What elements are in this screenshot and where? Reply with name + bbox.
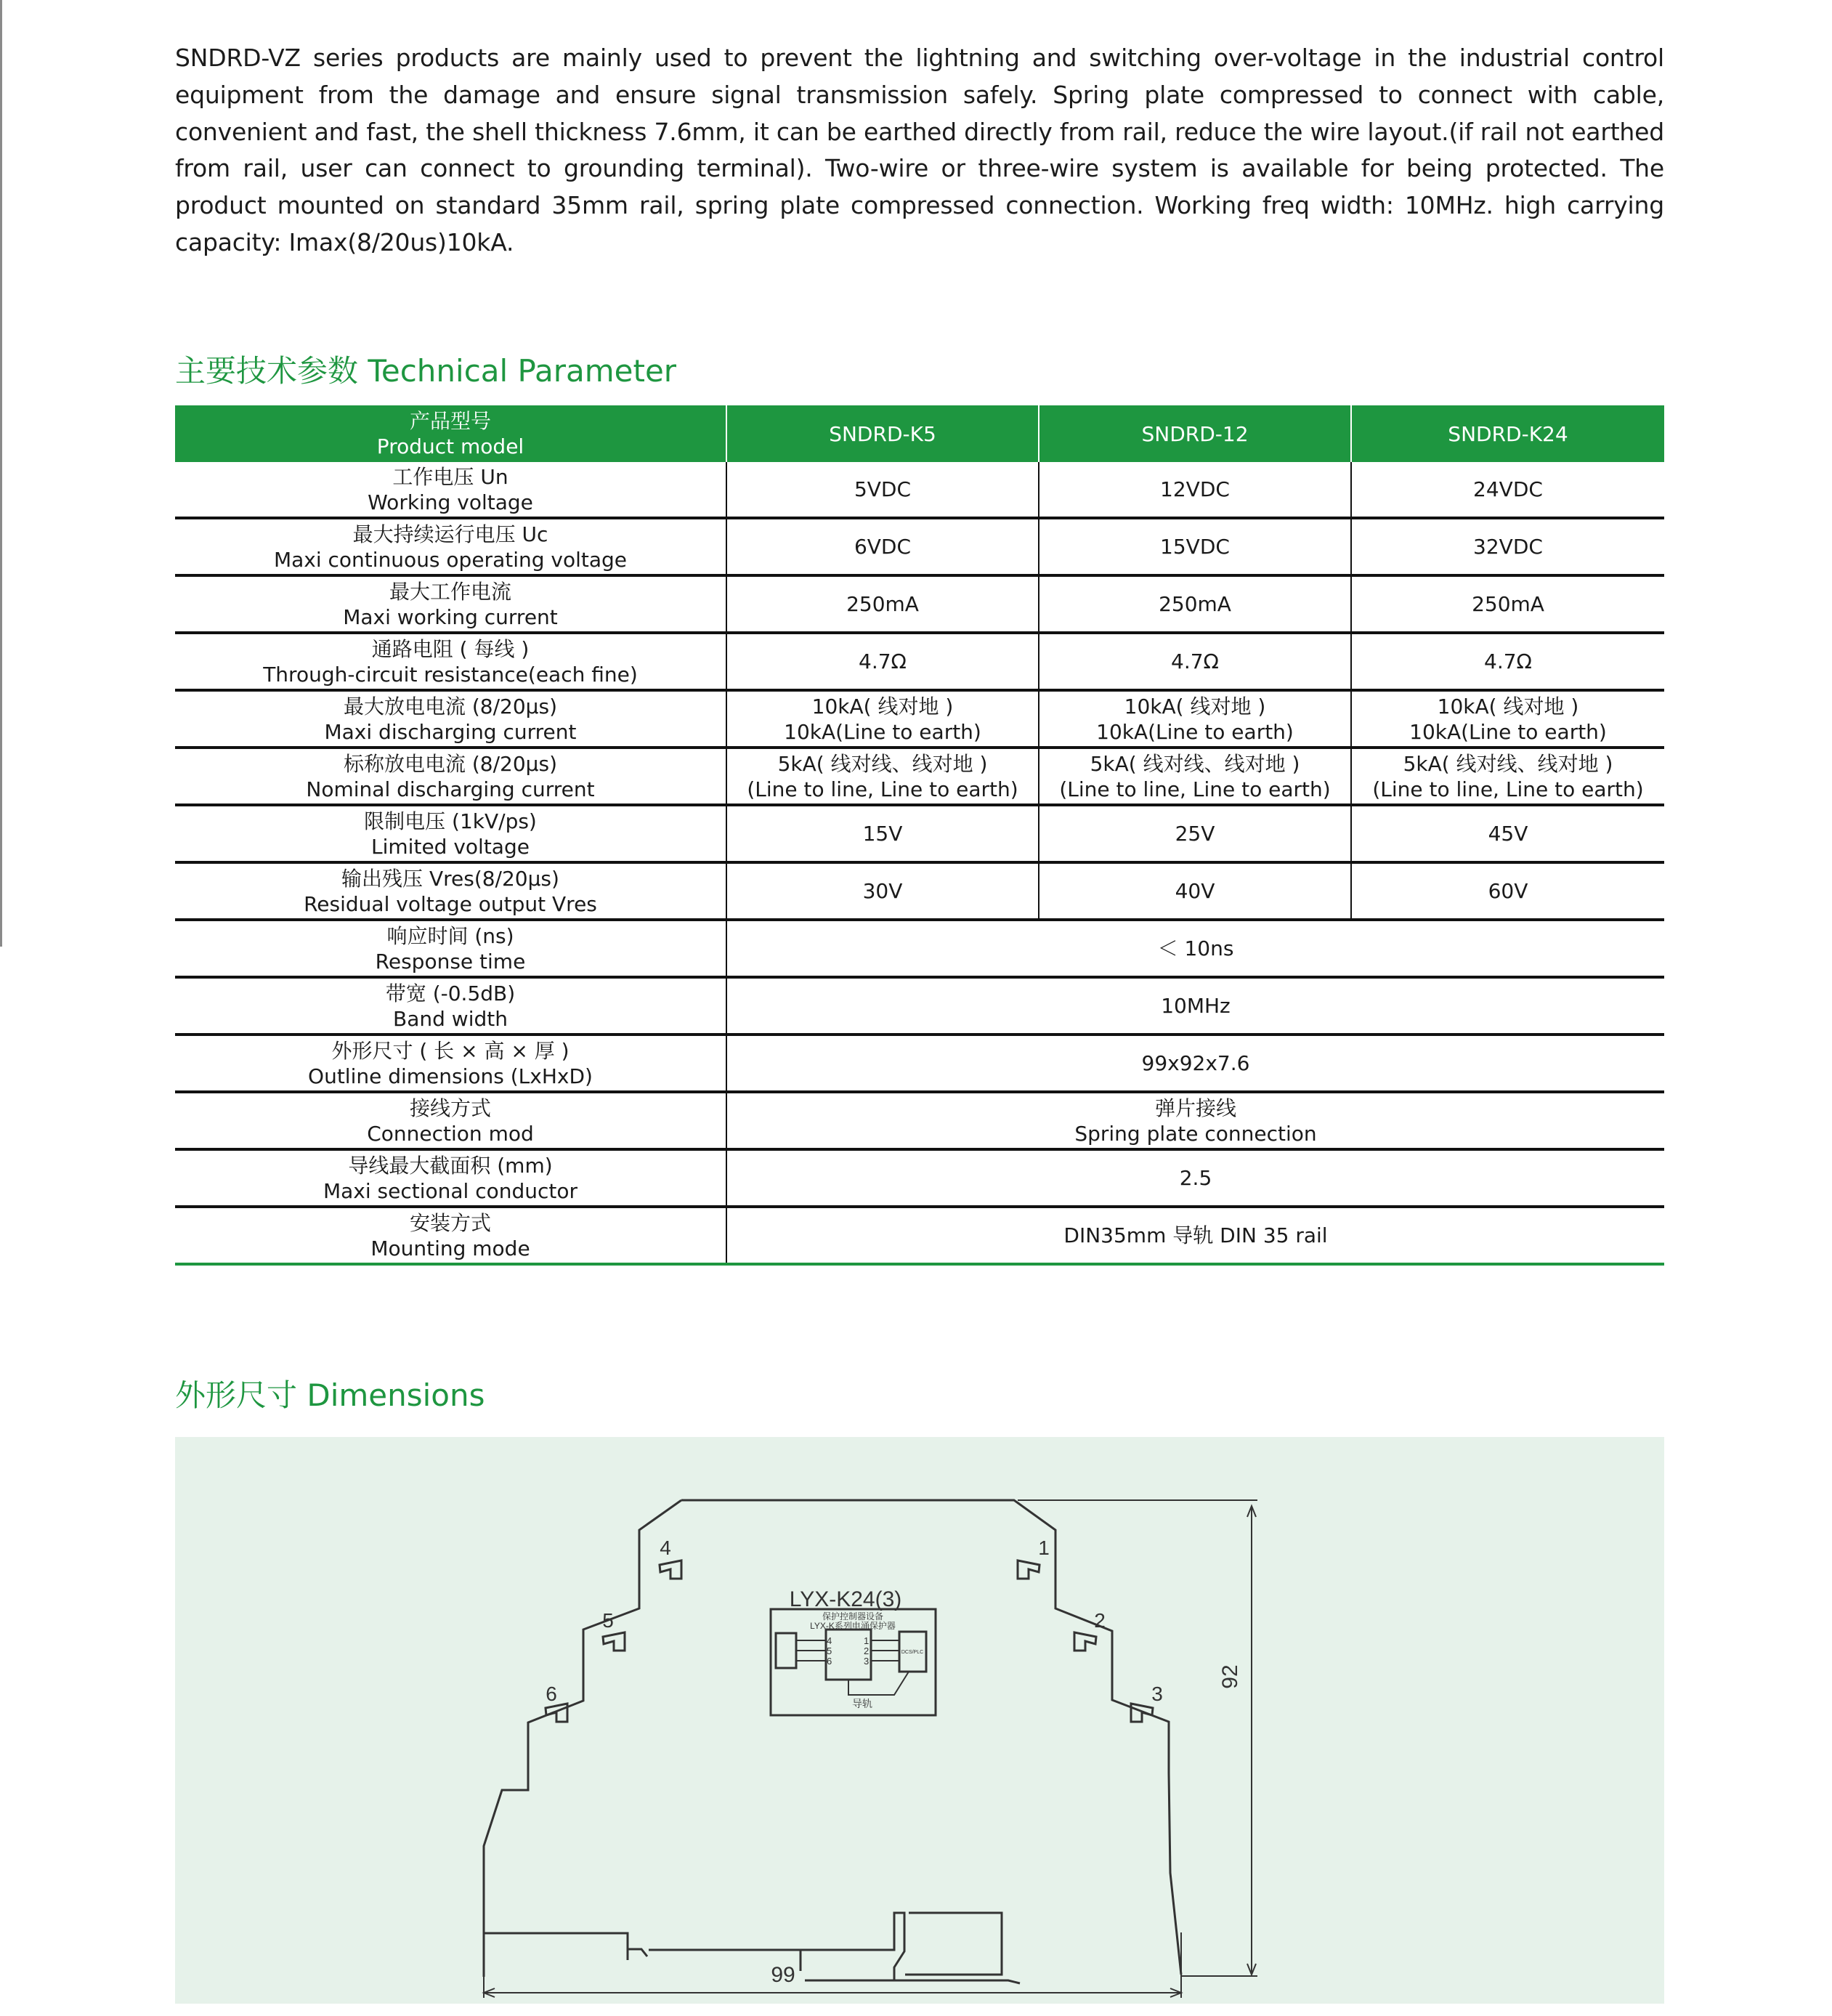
parameter-value-line: 30V xyxy=(862,879,903,903)
parameter-name-cn: 限制电压 (1kV/ps) xyxy=(364,809,537,833)
inner-pin-1: 1 xyxy=(864,1635,870,1646)
page-edge-rule xyxy=(0,0,2,947)
table-row xyxy=(175,1035,1664,1092)
parameter-value-line: 4.7Ω xyxy=(859,649,907,673)
parameter-name-cell xyxy=(175,462,726,518)
parameter-name-cell xyxy=(175,805,726,862)
parameter-value-cell xyxy=(726,1092,1664,1149)
parameter-name-en: Maxi discharging current xyxy=(324,719,577,744)
table-row xyxy=(175,518,1664,575)
inner-pin-3: 3 xyxy=(864,1656,870,1667)
inner-pin-4: 4 xyxy=(827,1635,832,1646)
parameter-name-en: Nominal discharging current xyxy=(306,777,595,801)
table-row xyxy=(175,977,1664,1035)
parameter-name-en: Outline dimensions (LxHxD) xyxy=(308,1064,593,1088)
parameter-name-en: Residual voltage output Vres xyxy=(304,891,597,916)
table-row xyxy=(175,805,1664,862)
table-row xyxy=(175,1092,1664,1149)
parameter-name-cn: 外形尺寸 ( 长 × 高 × 厚 ) xyxy=(331,1038,570,1063)
parameter-name-cell xyxy=(175,690,726,748)
parameter-name-cell xyxy=(175,748,726,805)
table-row xyxy=(175,862,1664,920)
parameter-name-en: Limited voltage xyxy=(371,834,530,859)
parameter-name-cn: 工作电压 Un xyxy=(392,464,508,489)
parameter-value-cell xyxy=(726,575,1039,633)
parameter-name-cell xyxy=(175,518,726,575)
parameter-name-cell xyxy=(175,977,726,1035)
parameter-value-line: 5kA( 线对线、线对地 ) xyxy=(1090,751,1300,776)
parameter-name-cell xyxy=(175,633,726,690)
inner-pin-6: 6 xyxy=(827,1656,832,1667)
parameter-value-line: 12VDC xyxy=(1160,477,1230,501)
parameter-value-line: (Line to line, Line to earth) xyxy=(1372,777,1644,801)
parameter-value-line: (Line to line, Line to earth) xyxy=(1059,777,1331,801)
parameter-value-cell xyxy=(726,862,1039,920)
parameter-name-cell xyxy=(175,1035,726,1092)
parameter-value-line: 250mA xyxy=(846,592,919,616)
width-dimension-line xyxy=(484,1932,1181,1998)
technical-parameter-heading: 主要技术参数 Technical Parameter xyxy=(175,353,677,389)
parameter-value-line: 4.7Ω xyxy=(1484,649,1532,673)
parameter-value-line: 6VDC xyxy=(854,535,912,559)
schematic-title-series: LYX-K系列电涌保护器 xyxy=(810,1621,896,1631)
schematic-input-block xyxy=(776,1633,796,1668)
parameter-name-en: Maxi sectional conductor xyxy=(323,1178,578,1203)
parameter-value-line: 弹片接线 xyxy=(1154,1096,1236,1120)
parameter-name-cn: 标称放电电流 (8/20μs) xyxy=(343,751,558,776)
parameter-name-cn: 最大放电电流 (8/20μs) xyxy=(343,694,558,718)
parameter-name-cn: 导线最大截面积 (mm) xyxy=(348,1153,553,1178)
parameter-name-cn: 安装方式 xyxy=(409,1210,491,1235)
parameter-name-cn: 带宽 (-0.5dB) xyxy=(385,981,516,1005)
parameter-value-line: 32VDC xyxy=(1473,535,1543,559)
parameter-value-cell xyxy=(1351,633,1664,690)
terminal-label-5: 5 xyxy=(602,1609,614,1632)
parameter-value-cell xyxy=(1351,518,1664,575)
parameter-name-cell xyxy=(175,862,726,920)
header-model-1: SNDRD-K5 xyxy=(726,405,1039,462)
housing-base xyxy=(484,1913,1020,1983)
parameter-value-line: 5kA( 线对线、线对地 ) xyxy=(1403,751,1613,776)
parameter-value-cell xyxy=(1039,518,1351,575)
parameter-name-en: Response time xyxy=(375,949,526,973)
parameter-value-line: 40V xyxy=(1175,879,1215,903)
table-row xyxy=(175,1149,1664,1207)
parameter-value-line: (Line to line, Line to earth) xyxy=(747,777,1018,801)
table-row xyxy=(175,575,1664,633)
terminal-label-3: 3 xyxy=(1151,1683,1163,1705)
parameter-value-cell xyxy=(726,977,1664,1035)
dimensions-panel xyxy=(175,1437,1664,2004)
parameter-value-line: 10kA(Line to earth) xyxy=(1409,719,1607,744)
parameter-value-line: DIN35mm 导轨 DIN 35 rail xyxy=(1063,1223,1328,1247)
parameter-value-cell xyxy=(1039,462,1351,518)
rail-label: 导轨 xyxy=(852,1698,872,1709)
parameter-value-line: 10kA( 线对地 ) xyxy=(1437,694,1579,718)
parameter-value-line: 10kA( 线对地 ) xyxy=(1124,694,1266,718)
parameter-value-cell xyxy=(1039,805,1351,862)
parameter-value-line: ＜ 10ns xyxy=(1157,936,1234,960)
parameter-value-line: 10MHz xyxy=(1161,994,1231,1018)
parameter-value-cell xyxy=(726,1207,1664,1264)
terminal-label-4: 4 xyxy=(660,1537,671,1559)
header-label-en: Product model xyxy=(376,434,524,458)
parameter-name-cell xyxy=(175,1092,726,1149)
parameter-name-en: Connection mod xyxy=(367,1121,534,1146)
parameter-value-cell xyxy=(726,1035,1664,1092)
width-dimension-label: 99 xyxy=(771,1963,795,1987)
inner-pin-5: 5 xyxy=(827,1645,832,1656)
table-row xyxy=(175,920,1664,977)
table-row xyxy=(175,690,1664,748)
parameter-name-en: Working voltage xyxy=(368,490,533,514)
parameter-value-line: 5VDC xyxy=(854,477,912,501)
parameter-value-cell xyxy=(726,518,1039,575)
parameter-value-cell xyxy=(1351,690,1664,748)
parameter-value-cell xyxy=(726,1149,1664,1207)
parameter-name-cell xyxy=(175,1207,726,1264)
parameter-value-cell xyxy=(1039,575,1351,633)
parameter-value-line: 10kA(Line to earth) xyxy=(784,719,981,744)
parameter-value-line: 10kA(Line to earth) xyxy=(1096,719,1294,744)
parameter-value-cell xyxy=(726,633,1039,690)
parameter-name-cn: 最大工作电流 xyxy=(389,579,511,604)
parameter-name-cell xyxy=(175,1149,726,1207)
parameter-value-cell xyxy=(726,748,1039,805)
parameter-value-cell xyxy=(1039,633,1351,690)
parameter-value-line: 5kA( 线对线、线对地 ) xyxy=(777,751,988,776)
parameter-value-cell xyxy=(726,690,1039,748)
parameter-value-cell xyxy=(1351,462,1664,518)
table-row xyxy=(175,1207,1664,1264)
parameter-name-en: Mounting mode xyxy=(370,1236,530,1260)
header-model-3: SNDRD-K24 xyxy=(1351,405,1664,462)
parameter-name-en: Through-circuit resistance(each fine) xyxy=(263,662,638,687)
parameter-name-cn: 最大持续运行电压 Uc xyxy=(352,522,548,546)
parameter-value-line: 250mA xyxy=(1159,592,1231,616)
parameter-name-cn: 输出残压 Vres(8/20μs) xyxy=(341,866,559,891)
schematic-wires xyxy=(796,1640,909,1695)
dimension-drawing xyxy=(175,1437,1664,2004)
table-body xyxy=(175,462,1664,1264)
parameter-name-cell xyxy=(175,920,726,977)
header-label-cn: 产品型号 xyxy=(409,409,491,433)
height-dimension-label: 92 xyxy=(1218,1664,1242,1689)
parameter-value-line: 25V xyxy=(1175,822,1215,846)
parameter-value-line: 45V xyxy=(1488,822,1528,846)
parameter-value-line: 250mA xyxy=(1472,592,1544,616)
parameter-name-cn: 通路电阻 ( 每线 ) xyxy=(371,636,530,661)
schematic-title-cn: 保护控制器设备 xyxy=(822,1611,884,1622)
parameter-value-line: Spring plate connection xyxy=(1074,1121,1317,1146)
inner-pin-2: 2 xyxy=(864,1645,870,1656)
parameter-value-line: 4.7Ω xyxy=(1171,649,1219,673)
parameter-value-cell xyxy=(1039,690,1351,748)
parameter-value-line: 60V xyxy=(1488,879,1528,903)
parameter-name-cn: 响应时间 (ns) xyxy=(386,923,514,948)
device-label: DCS/PLC xyxy=(901,1650,924,1655)
housing-outline xyxy=(484,1500,1181,1977)
parameter-name-en: Band width xyxy=(393,1006,508,1031)
parameter-value-line: 24VDC xyxy=(1473,477,1543,501)
table-header-row xyxy=(175,405,1664,462)
table-row xyxy=(175,748,1664,805)
parameter-name-en: Maxi working current xyxy=(343,604,558,629)
parameter-value-line: 99x92x7.6 xyxy=(1141,1051,1250,1075)
terminal-label-6: 6 xyxy=(546,1683,557,1705)
terminal-hooks xyxy=(546,1560,1153,1722)
height-dimension-line xyxy=(1018,1500,1257,1976)
parameter-value-line: 15VDC xyxy=(1160,535,1230,559)
parameter-value-cell xyxy=(1039,862,1351,920)
intro-paragraph: SNDRD-VZ series products are mainly used to prevent the lightning and switching over-voltage in the industrial control equipment from the damage and ensure signal transmission safely. Spring plate compressed to connect with cable, convenient and fast, the shell thickness 7.6mm, it can be earthed directly from rail, reduce the wire layout.(if rail not earthed from rail, user can connect to grounding terminal). Two-wire or three-wire system is available for being protected. The product mounted on standard 35mm rail, spring plate compressed connection. Working freq width: 10MHz. high carrying capacity: Imax(8/20us)10kA. xyxy=(175,44,1664,256)
parameter-value-cell xyxy=(1351,748,1664,805)
model-label: LYX-K24(3) xyxy=(789,1587,902,1611)
header-product-model xyxy=(175,405,726,462)
parameter-value-cell xyxy=(1351,862,1664,920)
dimensions-heading: 外形尺寸 Dimensions xyxy=(175,1377,485,1413)
table-row xyxy=(175,633,1664,690)
parameter-value-line: 2.5 xyxy=(1179,1166,1212,1190)
parameter-value-cell xyxy=(726,920,1664,977)
parameter-name-cn: 接线方式 xyxy=(409,1096,491,1120)
parameter-value-cell xyxy=(726,805,1039,862)
parameter-value-line: 10kA( 线对地 ) xyxy=(811,694,954,718)
parameter-value-cell xyxy=(1039,748,1351,805)
parameter-value-cell xyxy=(726,462,1039,518)
parameter-name-en: Maxi continuous operating voltage xyxy=(273,547,628,572)
technical-parameter-table xyxy=(175,405,1664,1266)
header-model-2: SNDRD-12 xyxy=(1039,405,1351,462)
parameter-name-cell xyxy=(175,575,726,633)
terminal-label-1: 1 xyxy=(1038,1537,1050,1559)
table-row xyxy=(175,462,1664,518)
parameter-value-line: 15V xyxy=(862,822,903,846)
terminal-label-2: 2 xyxy=(1094,1609,1106,1632)
parameter-value-cell xyxy=(1351,805,1664,862)
parameter-value-cell xyxy=(1351,575,1664,633)
